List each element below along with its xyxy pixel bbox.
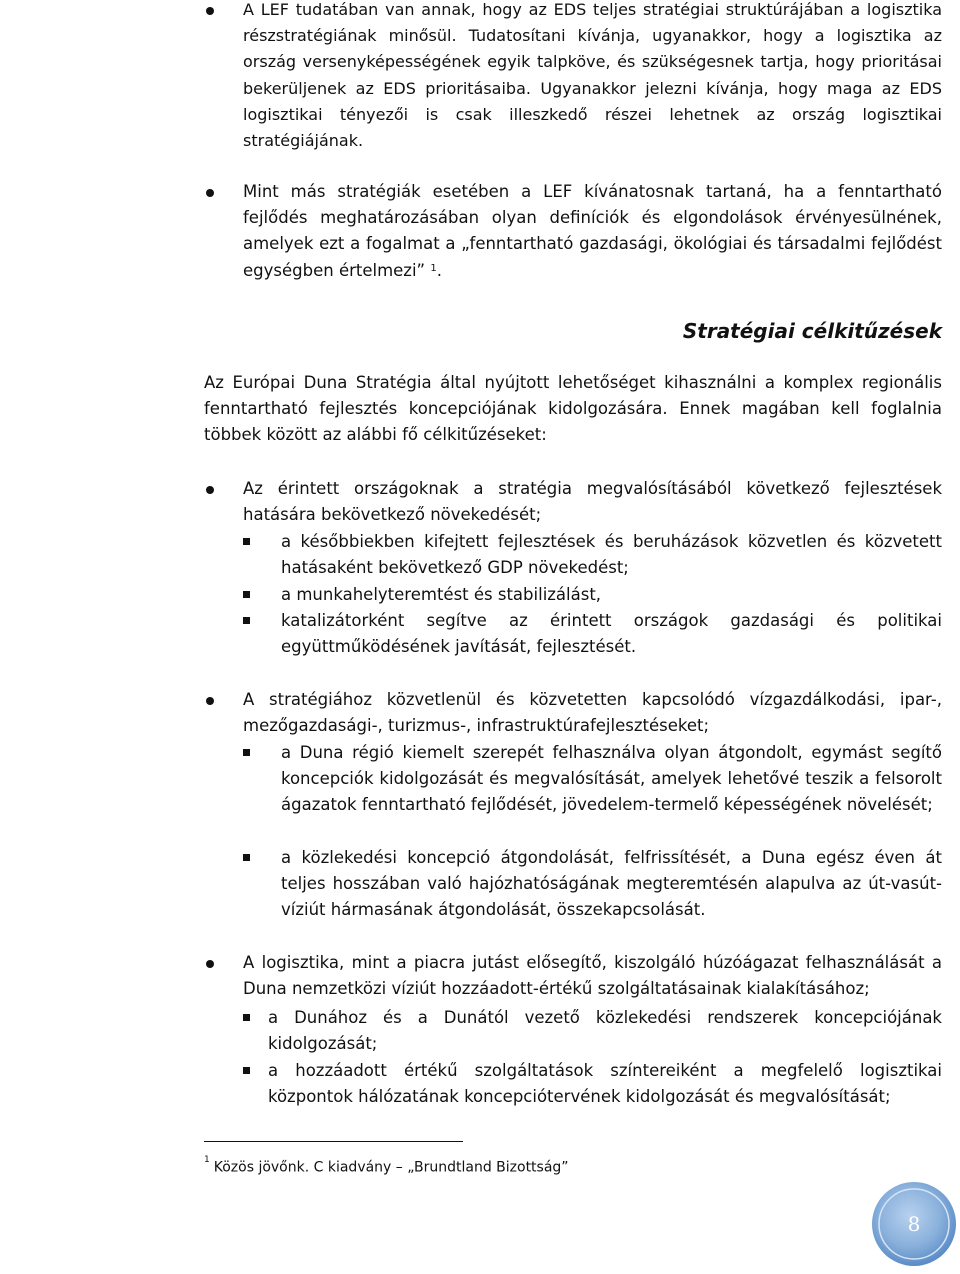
square-bullet <box>243 1067 250 1074</box>
square-bullet <box>243 538 250 545</box>
bullet-paragraph-5: A logisztika, mint a piacra jutást elősegítő, kiszolgáló húzóágazat felhasználását a Duna nemzetközi víziút hozzáadott-értékű szolgáltatásainak kialakításához; <box>243 953 942 999</box>
bullet-dot <box>206 7 214 15</box>
sub-item: a későbbiekben kifejtett fejlesztések és beruházások közvetlen és közvetett hatásaként bekövetkező GDP növekedést; <box>281 532 942 578</box>
square-bullet <box>243 1014 250 1021</box>
sub-item: a munkahelyteremtést és stabilizálást, <box>281 585 602 604</box>
footnote-number: 1 <box>204 1155 210 1165</box>
sub-item: a Dunához és a Dunától vezető közlekedési rendszerek koncepciójának kidolgozását; <box>268 1008 942 1054</box>
footnote-separator <box>204 1141 463 1142</box>
bullet-2-tail: . <box>436 260 442 280</box>
bullet-dot <box>206 697 214 705</box>
bullet-paragraph-2 <box>243 179 942 284</box>
footnote <box>204 1154 569 1178</box>
square-bullet <box>243 749 250 756</box>
bullet-2-text: Mint más stratégiák esetében a LEF kívánatosnak tartaná, ha a fenntartható fejlődés meghatározásában olyan definíciók és elgondolások érvényesülnének, amelyek ezt a fogalmat a „fenntartható gazdasági, ökológiai és társadalmi fejlődést egységben értelmezi” <box>243 182 942 280</box>
square-bullet <box>243 854 250 861</box>
bullet-dot <box>206 960 214 968</box>
intro-paragraph: Az Európai Duna Stratégia által nyújtott lehetőséget kihasználni a komplex regionális fenntartható fejlesztés koncepciójának kidolgozására. Ennek magában kell foglalnia többek között az alábbi fő célkitűzéseket: <box>204 373 942 445</box>
sub-item: a közlekedési koncepció átgondolását, felfrissítését, a Duna egész éven át teljes hosszában való hajózhatóságának megteremtésén alapulva az út-vasút-víziút hármasának átgondolását, összekapcsolását. <box>281 848 942 920</box>
footnote-reference: 1 <box>430 262 437 274</box>
bullet-dot <box>206 486 214 494</box>
bullet-paragraph-3: Az érintett országoknak a stratégia megvalósításából következő fejlesztések hatására bekövetkező növekedését; <box>243 479 942 525</box>
section-heading: Stratégiai célkitűzések <box>682 319 942 343</box>
sub-item: a Duna régió kiemelt szerepét felhasználva olyan átgondolt, egymást segítő koncepciók kidolgozását és megvalósítását, amelyek lehetővé teszik a felsorolt ágazatok fenntartható fejlődését, jövedelem-termelő képességének növelését; <box>281 743 942 815</box>
bullet-dot <box>206 189 214 197</box>
sub-item: a hozzáadott értékű szolgáltatások színtereiként a megfelelő logisztikai központok hálózatának koncepciótervének kidolgozását és megvalósítását; <box>268 1061 942 1107</box>
footnote-text: Közös jövőnk. C kiadvány – „Brundtland Bizottság” <box>213 1159 569 1176</box>
page-number: 8 <box>907 1212 921 1236</box>
sub-item: katalizátorként segítve az érintett országok gazdasági és politikai együttműködésének javítását, fejlesztését. <box>281 611 942 657</box>
square-bullet <box>243 617 250 624</box>
page-number-badge <box>870 1180 958 1268</box>
bullet-paragraph-1: A LEF tudatában van annak, hogy az EDS teljes stratégiai struktúrájában a logisztika részstratégiának minősül. Tudatosítani kívánja, ugyanakkor, hogy a logisztika az ország versenyképességének egyik talpköve, és szükségesnek tartja, hogy prioritásai bekerüljenek az EDS prioritásaiba. Ugyanakkor jelezni kívánja, hogy maga az EDS logisztikai tényezői is csak illeszkedő részei lehetnek az ország logisztikai stratégiájának. <box>243 0 942 151</box>
bullet-paragraph-4: A stratégiához közvetlenül és közvetetten kapcsolódó vízgazdálkodási, ipar-, mezőgazdasági-, turizmus-, infrastruktúrafejlesztéseket; <box>243 690 942 736</box>
square-bullet <box>243 591 250 598</box>
